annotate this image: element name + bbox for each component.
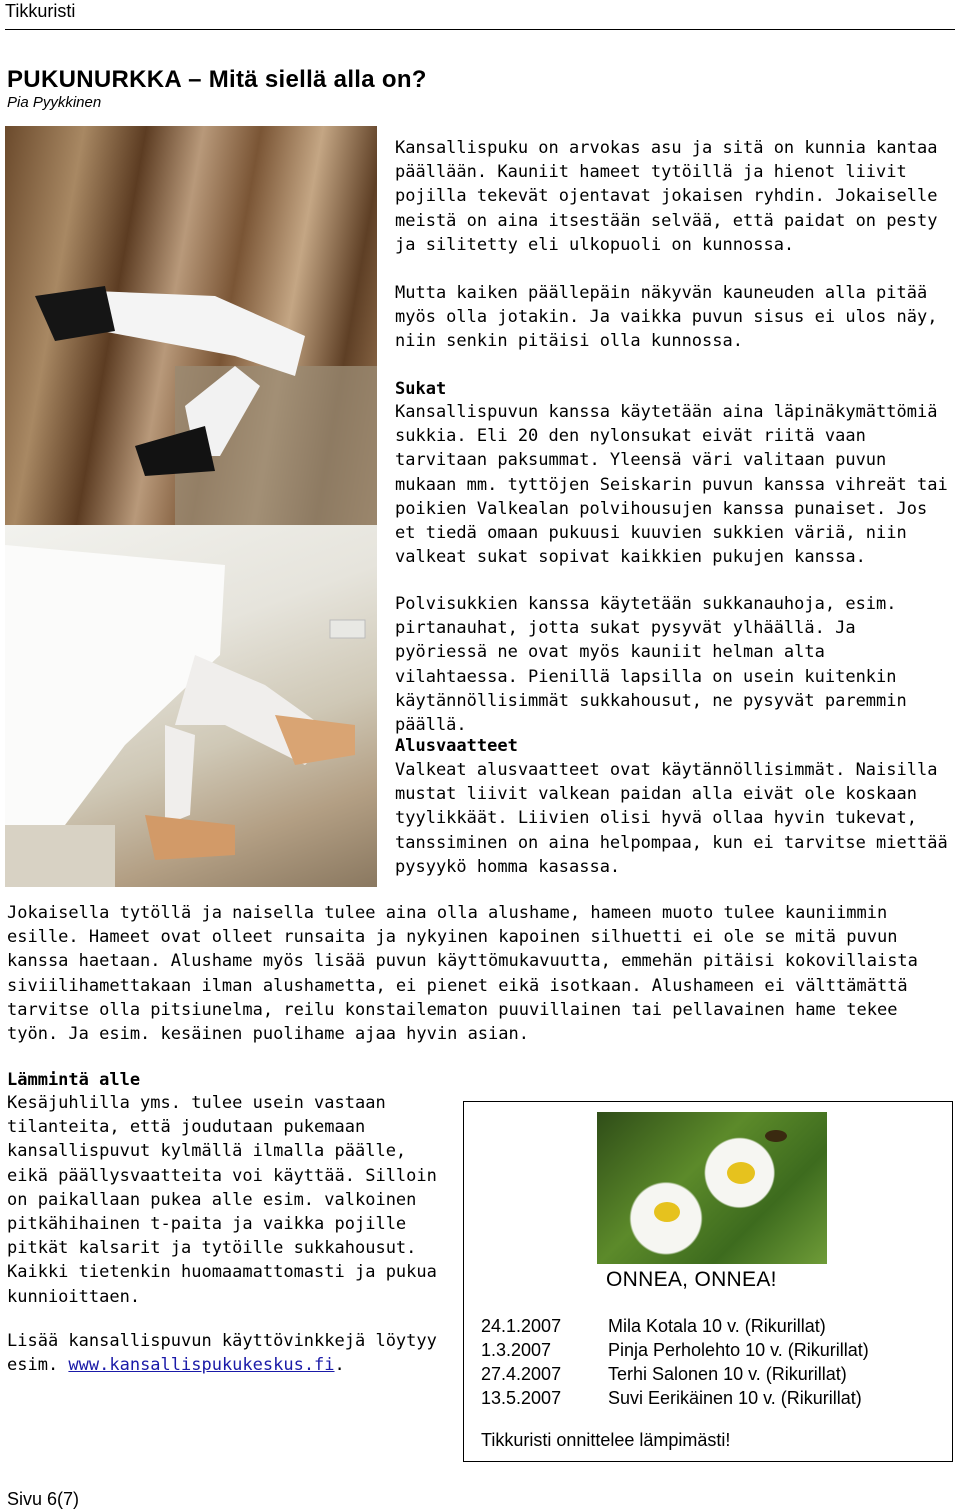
daisy-center-left xyxy=(654,1202,680,1222)
page-number: Sivu 6(7) xyxy=(7,1489,80,1509)
alusvaatteet-paragraph: Valkeat alusvaatteet ovat käytännöllisimmät. Naisilla mustat liivit valkean paidan alla eivät ole koskaan tyylikkäät. Liivien olisi hyvä ollaa hyvin tukevat, tanssiminen on aina helpompaa, kun ei tarvitse miettää pysyykö homma kasassa. xyxy=(395,760,948,877)
photo-socks-and-shoes xyxy=(5,126,377,526)
alushame-paragraph: Jokaisella tytöllä ja naisella tulee aina olla alushame, hameen muoto tulee kauniimmin esille. Hameet ovat olleet runsaita ja nykyinen kapoinen silhuetti ei ole se mitä puvun kanssa haetaan. Alushame myös lisää puvun käyttömukavuutta, emmehän pitäisi kokovillaista siviilihamettakaan ilman alushametta, ei pienet eikä isotkaan. Alushameen ei välttämättä tarvitse olla pitsiunelma, reilu konstailematon puuvillainen tai pellavainen hame tekee työn. Ja esim. kesäinen puolihame ajaa hyvin asian. xyxy=(7,903,918,1045)
article-title: PUKUNURKKA – Mitä siellä alla on? xyxy=(7,66,427,93)
publication-name: Tikkuristi xyxy=(5,1,76,21)
more-tips-suffix: . xyxy=(334,1355,345,1376)
intro-paragraph-1: Kansallispuku on arvokas asu ja sitä on kunnia kantaa päällään. Kauniit hameet tytöillä ja hienot liivit pojilla tekevät ojentavat jokaisen ryhdin. Jokaiselle meistä on aina itsestään selvää, että paidat on pesty ja silitetty eli ulkopuoli on kunnossa. xyxy=(395,138,938,255)
bee-icon xyxy=(765,1130,787,1142)
article-author: Pia Pyykkinen xyxy=(7,94,102,111)
photo-white-stockings xyxy=(5,525,377,887)
intro-paragraph-2: Mutta kaiken päällepäin näkyvän kauneuden alla pitää myös olla jotakin. Ja vaikka puvun sisus ei ulos näy, niin senkin pitäisi olla kunnossa. xyxy=(395,283,938,352)
birthday-date: 13.5.2007 xyxy=(481,1388,562,1408)
more-tips-text: Lisää kansallispuvun käyttövinkkejä löytyy esim. xyxy=(7,1331,437,1376)
birthday-date: 27.4.2007 xyxy=(481,1364,562,1384)
more-tips-paragraph xyxy=(7,1329,447,1377)
sukat-paragraph: Kansallispuvun kanssa käytetään aina läpinäkymättömiä sukkia. Eli 20 den nylonsukat eivät riitä vaan tarvitaan paksummat. Yleensä väri valitaan puvun mukaan mm. tyttöjen Seiskarin puvun kanssa vihreät tai poikien Valkealan polvihousujen kanssa punaiset. Jos et tiedä omaan pukuusi kuuvien sukkien väriä, niin valkeat sukat sopivat kaikkien pukujen kanssa. xyxy=(395,402,948,568)
photo-socks-illustration xyxy=(5,126,377,526)
kansallispukukeskus-link[interactable]: www.kansallispukukeskus.fi xyxy=(68,1355,335,1376)
birthday-date: 24.1.2007 xyxy=(481,1316,562,1336)
congratulations-wish: Tikkuristi onnittelee lämpimästi! xyxy=(481,1430,731,1450)
heading-alusvaatteet: Alusvaatteet xyxy=(395,736,518,756)
birthday-name: Suvi Eerikäinen 10 v. (Rikurillat) xyxy=(608,1388,862,1408)
heading-lamminta-alle: Lämmintä alle xyxy=(7,1070,141,1090)
sukat-paragraph-2: Polvisukkien kanssa käytetään sukkanauhoja, esim. pirtanauhat, jotta sukat pysyvät ylhäällä. Ja pyöriessä ne ovat myös kauniit helman alta vilahtaessa. Pienillä lapsilla on usein kuitenkin käytännöllisimmät sukkahousut, ne pysyvät paremmin päällä. xyxy=(395,594,907,736)
birthday-name: Pinja Perholehto 10 v. (Rikurillat) xyxy=(608,1340,869,1360)
daisy-center-right xyxy=(727,1162,755,1184)
congratulations-title: ONNEA, ONNEA! xyxy=(606,1268,777,1291)
birthday-name: Mila Kotala 10 v. (Rikurillat) xyxy=(608,1316,826,1336)
photo-stockings-illustration xyxy=(5,525,377,887)
heading-sukat: Sukat xyxy=(395,379,447,399)
header-divider xyxy=(5,29,955,30)
birthday-date: 1.3.2007 xyxy=(481,1340,552,1360)
birthday-name: Terhi Salonen 10 v. (Rikurillat) xyxy=(608,1364,847,1384)
daisy-photo xyxy=(597,1112,827,1264)
lamminta-paragraph: Kesäjuhlilla yms. tulee usein vastaan tilanteita, että joudutaan pukemaan kansallispuvut kylmällä ilmalla päälle, eikä päällysvaatteita voi käyttää. Silloin on paikallaan pukea alle esim. valkoinen pitkähihainen t-paita ja vaikka pojille pitkät kalsarit ja tytöille sukkahousut. Kaikki tietenkin huomaamattomasti ja pukua kunnioittaen. xyxy=(7,1093,437,1307)
